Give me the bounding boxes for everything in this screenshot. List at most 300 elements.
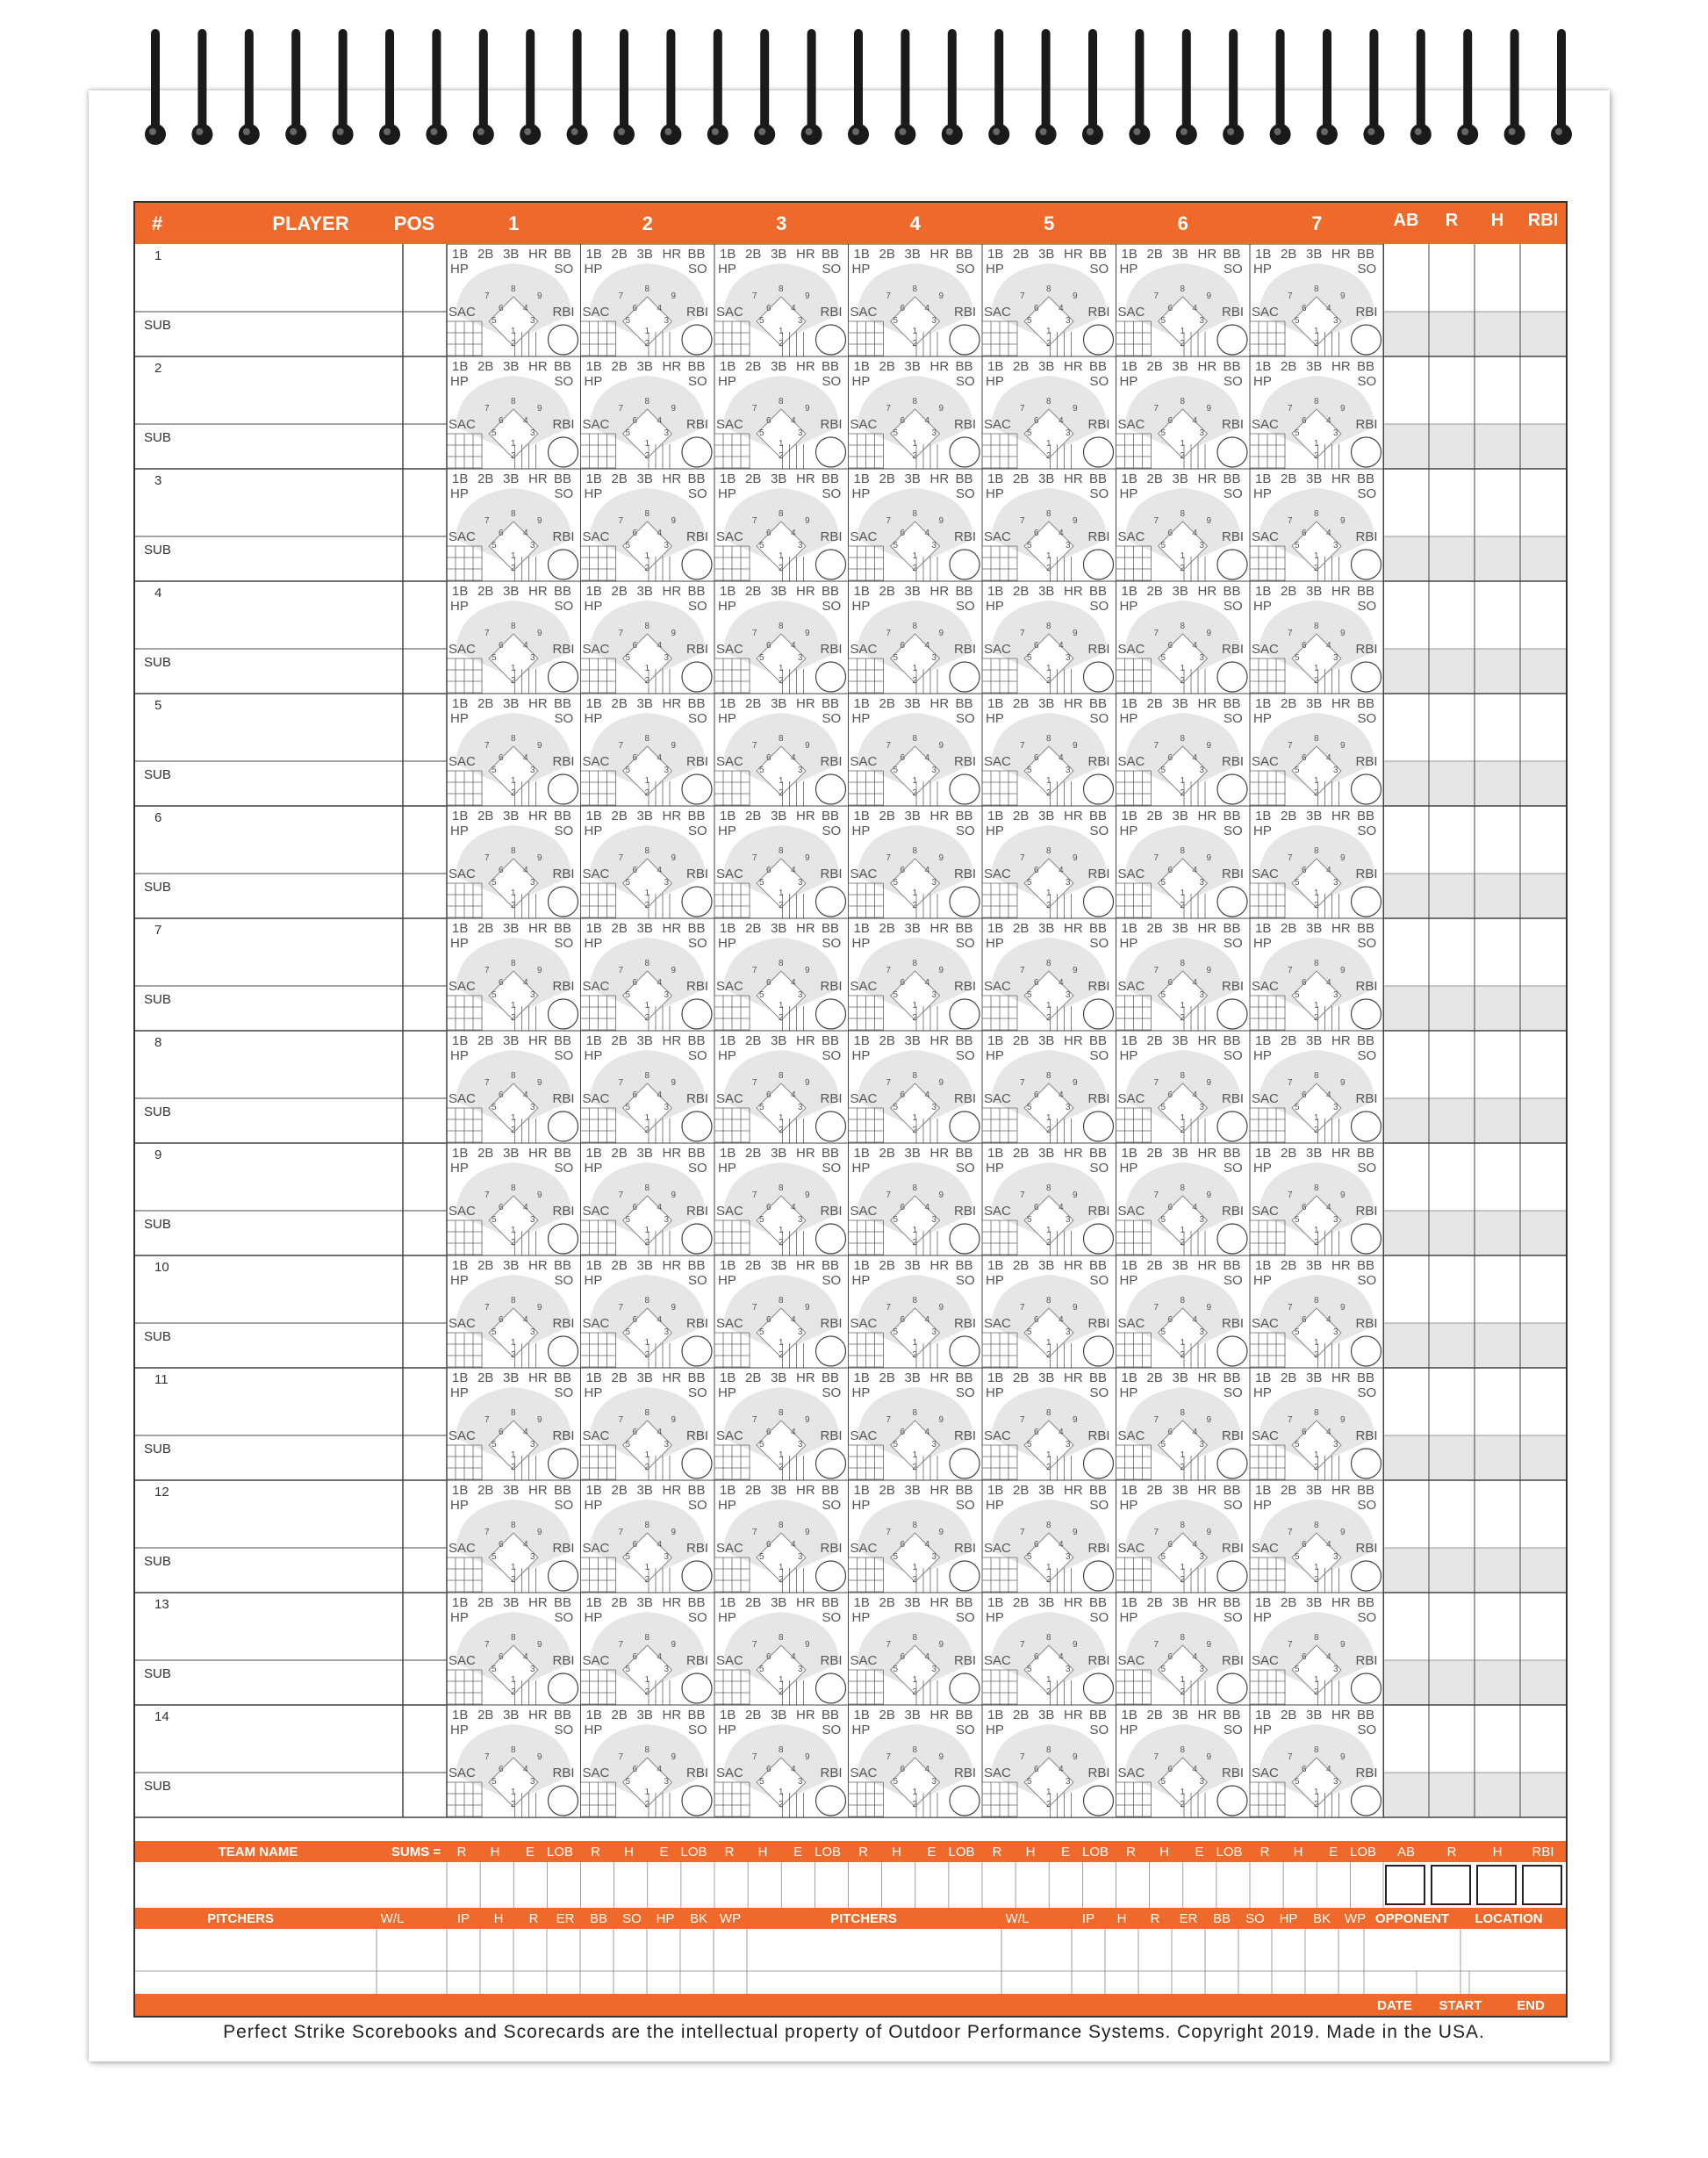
out-circle[interactable] [1352, 437, 1381, 467]
at-bat-box[interactable] [1116, 581, 1251, 694]
stat-cell[interactable] [1429, 918, 1475, 1031]
sub-name-field[interactable] [135, 1660, 403, 1705]
stat-cell[interactable] [1475, 694, 1520, 806]
out-circle[interactable] [1352, 1673, 1381, 1703]
at-bat-box[interactable] [581, 1255, 715, 1368]
position-field[interactable] [403, 918, 447, 1031]
at-bat-box[interactable] [714, 581, 849, 694]
position-field[interactable] [403, 581, 447, 694]
stat-cell[interactable] [1475, 1480, 1520, 1593]
out-circle[interactable] [1217, 774, 1247, 804]
out-circle[interactable] [549, 999, 578, 1029]
out-circle[interactable] [682, 1224, 712, 1254]
out-circle[interactable] [816, 887, 846, 917]
out-circle[interactable] [1217, 999, 1247, 1029]
out-circle[interactable] [816, 1786, 846, 1816]
stat-cell[interactable] [1429, 244, 1475, 356]
at-bat-box[interactable] [581, 1368, 715, 1480]
out-circle[interactable] [682, 999, 712, 1029]
out-circle[interactable] [816, 550, 846, 579]
at-bat-box[interactable] [581, 469, 715, 581]
out-circle[interactable] [549, 1561, 578, 1591]
out-circle[interactable] [549, 1111, 578, 1141]
out-circle[interactable] [1352, 325, 1381, 355]
at-bat-box[interactable] [1116, 1031, 1251, 1143]
at-bat-box[interactable] [714, 1480, 849, 1593]
out-circle[interactable] [816, 1224, 846, 1254]
out-circle[interactable] [1084, 1449, 1114, 1478]
out-circle[interactable] [1352, 1449, 1381, 1478]
at-bat-box[interactable] [581, 1705, 715, 1817]
out-circle[interactable] [1352, 550, 1381, 579]
stat-cell[interactable] [1383, 1705, 1429, 1817]
position-field[interactable] [403, 694, 447, 806]
stat-cell[interactable] [1383, 1480, 1429, 1593]
out-circle[interactable] [549, 887, 578, 917]
at-bat-box[interactable] [447, 1368, 581, 1480]
stat-cell[interactable] [1429, 1480, 1475, 1593]
out-circle[interactable] [950, 550, 980, 579]
stat-cell[interactable] [1520, 1255, 1566, 1368]
out-circle[interactable] [1084, 1224, 1114, 1254]
out-circle[interactable] [549, 325, 578, 355]
out-circle[interactable] [549, 1449, 578, 1478]
sub-name-field[interactable] [135, 1548, 403, 1593]
at-bat-box[interactable] [849, 918, 983, 1031]
player-name-field[interactable] [135, 244, 403, 312]
player-name-field[interactable] [135, 918, 403, 986]
out-circle[interactable] [950, 1336, 980, 1366]
stat-cell[interactable] [1475, 918, 1520, 1031]
player-name-field[interactable] [135, 1705, 403, 1773]
out-circle[interactable] [682, 1449, 712, 1478]
at-bat-box[interactable] [581, 1593, 715, 1705]
stat-cell[interactable] [1475, 1593, 1520, 1705]
at-bat-box[interactable] [581, 1031, 715, 1143]
at-bat-box[interactable] [1250, 694, 1384, 806]
at-bat-box[interactable] [447, 1480, 581, 1593]
stat-cell[interactable] [1383, 806, 1429, 918]
at-bat-box[interactable] [1116, 244, 1251, 356]
out-circle[interactable] [950, 1449, 980, 1478]
out-circle[interactable] [549, 1336, 578, 1366]
at-bat-box[interactable] [982, 806, 1116, 918]
player-name-field[interactable] [135, 356, 403, 424]
out-circle[interactable] [1084, 325, 1114, 355]
at-bat-box[interactable] [447, 1593, 581, 1705]
at-bat-box[interactable] [1116, 1705, 1251, 1817]
at-bat-box[interactable] [447, 356, 581, 469]
at-bat-box[interactable] [849, 1705, 983, 1817]
sub-name-field[interactable] [135, 874, 403, 918]
stat-cell[interactable] [1429, 581, 1475, 694]
at-bat-box[interactable] [1250, 469, 1384, 581]
at-bat-box[interactable] [982, 918, 1116, 1031]
out-circle[interactable] [816, 437, 846, 467]
out-circle[interactable] [1084, 774, 1114, 804]
at-bat-box[interactable] [581, 1143, 715, 1255]
out-circle[interactable] [950, 325, 980, 355]
out-circle[interactable] [1217, 1561, 1247, 1591]
player-name-field[interactable] [135, 1593, 403, 1660]
stat-cell[interactable] [1383, 469, 1429, 581]
at-bat-box[interactable] [1250, 1368, 1384, 1480]
out-circle[interactable] [682, 325, 712, 355]
at-bat-box[interactable] [1250, 1593, 1384, 1705]
out-circle[interactable] [816, 325, 846, 355]
stat-cell[interactable] [1383, 1368, 1429, 1480]
out-circle[interactable] [682, 437, 712, 467]
out-circle[interactable] [682, 662, 712, 692]
out-circle[interactable] [816, 1561, 846, 1591]
out-circle[interactable] [1084, 887, 1114, 917]
stat-cell[interactable] [1475, 1031, 1520, 1143]
stat-cell[interactable] [1520, 694, 1566, 806]
sub-name-field[interactable] [135, 761, 403, 806]
out-circle[interactable] [549, 550, 578, 579]
stat-cell[interactable] [1429, 356, 1475, 469]
at-bat-box[interactable] [447, 694, 581, 806]
out-circle[interactable] [682, 1111, 712, 1141]
at-bat-box[interactable] [849, 694, 983, 806]
at-bat-box[interactable] [849, 1593, 983, 1705]
stat-cell[interactable] [1383, 918, 1429, 1031]
stat-cell[interactable] [1475, 1255, 1520, 1368]
stat-cell[interactable] [1429, 1143, 1475, 1255]
at-bat-box[interactable] [1116, 1255, 1251, 1368]
player-name-field[interactable] [135, 806, 403, 874]
out-circle[interactable] [816, 774, 846, 804]
player-name-field[interactable] [135, 694, 403, 761]
at-bat-box[interactable] [982, 1480, 1116, 1593]
stat-cell[interactable] [1475, 244, 1520, 356]
position-field[interactable] [403, 1705, 447, 1817]
player-name-field[interactable] [135, 1255, 403, 1323]
out-circle[interactable] [1084, 437, 1114, 467]
out-circle[interactable] [1084, 1561, 1114, 1591]
sub-name-field[interactable] [135, 424, 403, 469]
sub-name-field[interactable] [135, 1773, 403, 1817]
stat-cell[interactable] [1383, 1255, 1429, 1368]
at-bat-box[interactable] [1250, 806, 1384, 918]
at-bat-box[interactable] [849, 356, 983, 469]
stat-cell[interactable] [1520, 806, 1566, 918]
out-circle[interactable] [950, 999, 980, 1029]
position-field[interactable] [403, 1368, 447, 1480]
out-circle[interactable] [1217, 1449, 1247, 1478]
at-bat-box[interactable] [581, 806, 715, 918]
out-circle[interactable] [950, 1786, 980, 1816]
position-field[interactable] [403, 806, 447, 918]
at-bat-box[interactable] [982, 1143, 1116, 1255]
out-circle[interactable] [682, 1673, 712, 1703]
out-circle[interactable] [950, 887, 980, 917]
at-bat-box[interactable] [714, 1143, 849, 1255]
position-field[interactable] [403, 469, 447, 581]
out-circle[interactable] [1352, 999, 1381, 1029]
out-circle[interactable] [950, 1561, 980, 1591]
at-bat-box[interactable] [982, 1593, 1116, 1705]
player-name-field[interactable] [135, 1031, 403, 1098]
stat-cell[interactable] [1383, 1031, 1429, 1143]
sub-name-field[interactable] [135, 312, 403, 356]
at-bat-box[interactable] [849, 244, 983, 356]
at-bat-box[interactable] [447, 469, 581, 581]
at-bat-box[interactable] [581, 356, 715, 469]
stat-cell[interactable] [1429, 694, 1475, 806]
at-bat-box[interactable] [714, 918, 849, 1031]
out-circle[interactable] [1084, 550, 1114, 579]
at-bat-box[interactable] [447, 1255, 581, 1368]
stat-cell[interactable] [1520, 1705, 1566, 1817]
sub-name-field[interactable] [135, 1211, 403, 1255]
at-bat-box[interactable] [849, 1480, 983, 1593]
at-bat-box[interactable] [849, 1368, 983, 1480]
at-bat-box[interactable] [447, 918, 581, 1031]
out-circle[interactable] [816, 1449, 846, 1478]
at-bat-box[interactable] [714, 1031, 849, 1143]
stat-cell[interactable] [1520, 469, 1566, 581]
stat-cell[interactable] [1429, 1593, 1475, 1705]
at-bat-box[interactable] [447, 581, 581, 694]
at-bat-box[interactable] [714, 1368, 849, 1480]
out-circle[interactable] [1084, 1786, 1114, 1816]
position-field[interactable] [403, 1255, 447, 1368]
stat-cell[interactable] [1475, 469, 1520, 581]
stat-cell[interactable] [1520, 1143, 1566, 1255]
stat-cell[interactable] [1520, 1480, 1566, 1593]
out-circle[interactable] [1217, 325, 1247, 355]
at-bat-box[interactable] [1250, 1143, 1384, 1255]
stat-cell[interactable] [1383, 1593, 1429, 1705]
out-circle[interactable] [549, 662, 578, 692]
at-bat-box[interactable] [1250, 1480, 1384, 1593]
stat-cell[interactable] [1475, 1705, 1520, 1817]
at-bat-box[interactable] [1250, 1255, 1384, 1368]
stat-cell[interactable] [1383, 1143, 1429, 1255]
stat-cell[interactable] [1475, 1143, 1520, 1255]
pitcher-entry-area[interactable] [135, 1929, 1364, 1994]
player-name-field[interactable] [135, 581, 403, 649]
at-bat-box[interactable] [982, 1705, 1116, 1817]
stat-cell[interactable] [1520, 1368, 1566, 1480]
stat-cell[interactable] [1429, 1255, 1475, 1368]
out-circle[interactable] [1217, 437, 1247, 467]
at-bat-box[interactable] [1250, 581, 1384, 694]
at-bat-box[interactable] [714, 1593, 849, 1705]
at-bat-box[interactable] [849, 1255, 983, 1368]
stat-cell[interactable] [1383, 694, 1429, 806]
out-circle[interactable] [682, 774, 712, 804]
sub-name-field[interactable] [135, 1323, 403, 1368]
stat-cell[interactable] [1475, 581, 1520, 694]
sub-name-field[interactable] [135, 986, 403, 1031]
at-bat-box[interactable] [1116, 694, 1251, 806]
at-bat-box[interactable] [982, 1255, 1116, 1368]
position-field[interactable] [403, 1480, 447, 1593]
at-bat-box[interactable] [581, 581, 715, 694]
stat-cell[interactable] [1520, 581, 1566, 694]
at-bat-box[interactable] [982, 244, 1116, 356]
at-bat-box[interactable] [714, 694, 849, 806]
at-bat-box[interactable] [982, 694, 1116, 806]
at-bat-box[interactable] [581, 918, 715, 1031]
stat-cell[interactable] [1429, 1368, 1475, 1480]
at-bat-box[interactable] [447, 244, 581, 356]
out-circle[interactable] [1217, 550, 1247, 579]
at-bat-box[interactable] [1116, 806, 1251, 918]
at-bat-box[interactable] [1250, 1705, 1384, 1817]
out-circle[interactable] [1217, 1111, 1247, 1141]
out-circle[interactable] [1084, 662, 1114, 692]
out-circle[interactable] [682, 550, 712, 579]
out-circle[interactable] [1352, 1561, 1381, 1591]
out-circle[interactable] [1084, 999, 1114, 1029]
at-bat-box[interactable] [1250, 918, 1384, 1031]
fielder-number: 8 [511, 1745, 516, 1755]
out-circle[interactable] [549, 1673, 578, 1703]
at-bat-box[interactable] [849, 1143, 983, 1255]
position-field[interactable] [403, 1593, 447, 1705]
fielder-number: 8 [779, 509, 784, 519]
out-circle[interactable] [682, 1336, 712, 1366]
at-bat-box[interactable] [1250, 1031, 1384, 1143]
out-circle[interactable] [1084, 1111, 1114, 1141]
out-circle[interactable] [1352, 887, 1381, 917]
position-field[interactable] [403, 1031, 447, 1143]
out-circle[interactable] [1352, 662, 1381, 692]
player-name-field[interactable] [135, 1143, 403, 1211]
stat-cell[interactable] [1520, 356, 1566, 469]
out-circle[interactable] [682, 887, 712, 917]
out-circle[interactable] [950, 662, 980, 692]
at-bat-box[interactable] [714, 1705, 849, 1817]
out-circle[interactable] [1084, 1336, 1114, 1366]
stat-cell[interactable] [1383, 244, 1429, 356]
out-circle[interactable] [950, 1673, 980, 1703]
stat-cell[interactable] [1429, 469, 1475, 581]
at-bat-box[interactable] [447, 1143, 581, 1255]
at-bat-box[interactable] [1116, 1368, 1251, 1480]
at-bat-box[interactable] [1116, 1480, 1251, 1593]
sub-name-field[interactable] [135, 649, 403, 694]
game-info-area[interactable] [1364, 1929, 1566, 1994]
stat-cell[interactable] [1429, 1031, 1475, 1143]
out-circle[interactable] [549, 774, 578, 804]
stat-cell[interactable] [1429, 806, 1475, 918]
out-circle[interactable] [1352, 1336, 1381, 1366]
out-circle[interactable] [1217, 1224, 1247, 1254]
out-circle[interactable] [1217, 662, 1247, 692]
out-circle[interactable] [549, 437, 578, 467]
position-field[interactable] [403, 244, 447, 356]
at-bat-box[interactable] [714, 469, 849, 581]
out-circle[interactable] [549, 1224, 578, 1254]
player-name-field[interactable] [135, 1368, 403, 1435]
sub-name-field[interactable] [135, 1098, 403, 1143]
at-bat-box[interactable] [714, 356, 849, 469]
at-bat-box[interactable] [1116, 1593, 1251, 1705]
at-bat-box[interactable] [581, 694, 715, 806]
out-circle[interactable] [950, 437, 980, 467]
player-name-field[interactable] [135, 1480, 403, 1548]
stat-cell[interactable] [1383, 356, 1429, 469]
out-circle[interactable] [1352, 1786, 1381, 1816]
stat-cell[interactable] [1520, 1593, 1566, 1705]
out-circle[interactable] [682, 1561, 712, 1591]
sub-name-field[interactable] [135, 536, 403, 581]
at-bat-box[interactable] [982, 469, 1116, 581]
sub-name-field[interactable] [135, 1435, 403, 1480]
out-circle[interactable] [1217, 1673, 1247, 1703]
player-name-field[interactable] [135, 469, 403, 536]
at-bat-box[interactable] [1250, 244, 1384, 356]
at-bat-box[interactable] [1116, 356, 1251, 469]
at-bat-box[interactable] [714, 1255, 849, 1368]
out-circle[interactable] [816, 1673, 846, 1703]
out-circle[interactable] [1352, 774, 1381, 804]
out-circle[interactable] [1352, 1224, 1381, 1254]
at-bat-box[interactable] [982, 581, 1116, 694]
hit-type-label: 1B [853, 1258, 870, 1273]
stat-cell[interactable] [1520, 244, 1566, 356]
fielder-number: 2 [779, 1575, 784, 1585]
stat-cell[interactable] [1475, 1368, 1520, 1480]
stat-cell[interactable] [1429, 1705, 1475, 1817]
at-bat-box[interactable] [982, 356, 1116, 469]
stat-cell[interactable] [1520, 918, 1566, 1031]
out-circle[interactable] [1217, 1786, 1247, 1816]
out-circle[interactable] [1217, 1336, 1247, 1366]
position-field[interactable] [403, 356, 447, 469]
out-circle[interactable] [1352, 1111, 1381, 1141]
out-circle[interactable] [1084, 1673, 1114, 1703]
at-bat-box[interactable] [1250, 356, 1384, 469]
at-bat-box[interactable] [447, 806, 581, 918]
stat-cell[interactable] [1475, 806, 1520, 918]
position-field[interactable] [403, 1143, 447, 1255]
at-bat-box[interactable] [714, 244, 849, 356]
at-bat-box[interactable] [581, 1480, 715, 1593]
stat-cell[interactable] [1520, 1031, 1566, 1143]
at-bat-box[interactable] [447, 1031, 581, 1143]
out-circle[interactable] [682, 1786, 712, 1816]
out-circle[interactable] [1217, 887, 1247, 917]
at-bat-box[interactable] [1116, 918, 1251, 1031]
at-bat-box[interactable] [1116, 1143, 1251, 1255]
out-circle[interactable] [816, 662, 846, 692]
out-circle[interactable] [950, 774, 980, 804]
out-circle[interactable] [816, 1111, 846, 1141]
out-circle[interactable] [549, 1786, 578, 1816]
at-bat-box[interactable] [849, 1031, 983, 1143]
at-bat-box[interactable] [849, 806, 983, 918]
at-bat-box[interactable] [714, 806, 849, 918]
out-circle[interactable] [950, 1224, 980, 1254]
at-bat-box[interactable] [581, 244, 715, 356]
stat-cell[interactable] [1475, 356, 1520, 469]
at-bat-box[interactable] [982, 1031, 1116, 1143]
at-bat-box[interactable] [982, 1368, 1116, 1480]
at-bat-box[interactable] [447, 1705, 581, 1817]
out-circle[interactable] [816, 999, 846, 1029]
stat-cell[interactable] [1383, 581, 1429, 694]
out-circle[interactable] [816, 1336, 846, 1366]
at-bat-box[interactable] [849, 469, 983, 581]
at-bat-box[interactable] [1116, 469, 1251, 581]
out-circle[interactable] [950, 1111, 980, 1141]
at-bat-box[interactable] [849, 581, 983, 694]
